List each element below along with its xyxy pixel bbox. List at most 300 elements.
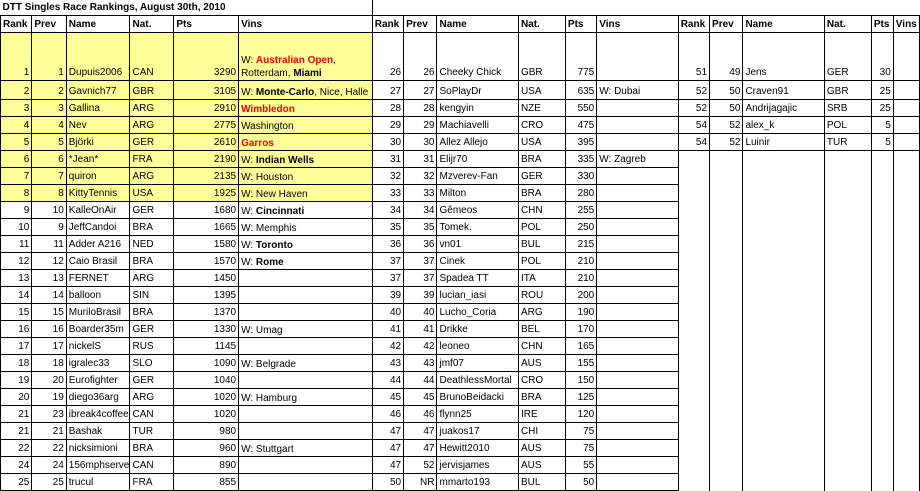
nat-cell[interactable]: ARG	[130, 100, 174, 117]
rank-cell[interactable]: 9	[1, 202, 32, 219]
pts-cell[interactable]: 55	[565, 457, 596, 474]
vins-cell[interactable]	[239, 389, 373, 406]
header-pts[interactable]: Pts	[871, 16, 893, 33]
prev-cell[interactable]: 35	[404, 219, 437, 236]
header-name[interactable]: Name	[437, 16, 518, 33]
prev-cell[interactable]: 3	[32, 100, 66, 117]
empty-cell[interactable]	[678, 287, 709, 304]
vins-cell[interactable]	[597, 219, 678, 236]
vins-cell[interactable]	[597, 185, 678, 202]
prev-cell[interactable]: 19	[32, 389, 66, 406]
prev-cell[interactable]: 44	[404, 372, 437, 389]
rank-cell[interactable]: 4	[1, 117, 32, 134]
vins-cell[interactable]	[893, 134, 919, 151]
name-cell[interactable]: Eurofighter	[66, 372, 130, 389]
empty-cell[interactable]	[893, 202, 919, 219]
rank-cell[interactable]: 21	[1, 406, 32, 423]
rank-cell[interactable]: 37	[372, 270, 403, 287]
nat-cell[interactable]: SRB	[824, 100, 871, 117]
vins-cell[interactable]	[239, 406, 373, 423]
empty-cell[interactable]	[678, 253, 709, 270]
vins-cell[interactable]	[597, 372, 678, 389]
vins-cell[interactable]	[597, 355, 678, 372]
rank-cell[interactable]: 7	[1, 168, 32, 185]
vins-cell[interactable]	[239, 185, 373, 202]
rank-cell[interactable]: 44	[372, 372, 403, 389]
empty-cell[interactable]	[710, 372, 743, 389]
prev-cell[interactable]: 15	[32, 304, 66, 321]
nat-cell[interactable]: BRA	[130, 253, 174, 270]
empty-cell[interactable]	[893, 151, 919, 168]
nat-cell[interactable]: POL	[518, 253, 565, 270]
prev-cell[interactable]: 16	[32, 321, 66, 338]
vins-cell[interactable]: W: Dubai	[597, 81, 678, 100]
prev-cell[interactable]: 10	[32, 202, 66, 219]
pts-cell[interactable]: 1665	[174, 219, 239, 236]
vins-cell[interactable]	[239, 270, 373, 287]
header-vins[interactable]: Vins	[597, 16, 678, 33]
empty-cell[interactable]	[824, 185, 871, 202]
prev-cell[interactable]: 14	[32, 287, 66, 304]
nat-cell[interactable]: USA	[130, 185, 174, 202]
rank-cell[interactable]: 15	[1, 304, 32, 321]
nat-cell[interactable]: GER	[518, 168, 565, 185]
empty-cell[interactable]	[678, 168, 709, 185]
header-nat[interactable]: Nat.	[824, 16, 871, 33]
empty-cell[interactable]	[710, 474, 743, 491]
empty-cell[interactable]	[824, 406, 871, 423]
name-cell[interactable]: Cinek	[437, 253, 518, 270]
prev-cell[interactable]: 43	[404, 355, 437, 372]
empty-cell[interactable]	[710, 168, 743, 185]
vins-cell[interactable]	[239, 236, 373, 253]
name-cell[interactable]: Milton	[437, 185, 518, 202]
nat-cell[interactable]: IRE	[518, 406, 565, 423]
prev-cell[interactable]: 50	[710, 100, 743, 117]
empty-cell[interactable]	[678, 185, 709, 202]
name-cell[interactable]: Mzverev-Fan	[437, 168, 518, 185]
rank-cell[interactable]: 34	[372, 202, 403, 219]
empty-cell[interactable]	[871, 236, 893, 253]
rank-cell[interactable]: 14	[1, 287, 32, 304]
rank-cell[interactable]: 27	[372, 81, 403, 100]
prev-cell[interactable]: 42	[404, 338, 437, 355]
vins-cell[interactable]	[597, 168, 678, 185]
pts-cell[interactable]: 550	[565, 100, 596, 117]
nat-cell[interactable]: NED	[130, 236, 174, 253]
name-cell[interactable]: Hewitt2010	[437, 440, 518, 457]
empty-cell[interactable]	[893, 253, 919, 270]
empty-cell[interactable]	[824, 202, 871, 219]
empty-cell[interactable]	[710, 236, 743, 253]
rank-cell[interactable]: 54	[678, 134, 709, 151]
name-cell[interactable]: Boarder35m	[66, 321, 130, 338]
rank-cell[interactable]: 50	[372, 474, 403, 491]
nat-cell[interactable]: ITA	[518, 270, 565, 287]
name-cell[interactable]: KittyTennis	[66, 185, 130, 202]
nat-cell[interactable]: TUR	[824, 134, 871, 151]
pts-cell[interactable]: 210	[565, 253, 596, 270]
empty-cell[interactable]	[893, 236, 919, 253]
empty-cell[interactable]	[824, 321, 871, 338]
empty-cell[interactable]	[743, 440, 824, 457]
empty-cell[interactable]	[824, 338, 871, 355]
rank-cell[interactable]: 37	[372, 253, 403, 270]
pts-cell[interactable]: 3290	[174, 33, 239, 81]
prev-cell[interactable]: 6	[32, 151, 66, 168]
vins-cell[interactable]	[239, 338, 373, 355]
header-nat[interactable]: Nat.	[130, 16, 174, 33]
empty-cell[interactable]	[743, 406, 824, 423]
pts-cell[interactable]: 30	[871, 33, 893, 81]
nat-cell[interactable]: CRO	[518, 372, 565, 389]
empty-cell[interactable]	[678, 151, 709, 168]
empty-cell[interactable]	[743, 236, 824, 253]
rank-cell[interactable]: 25	[1, 474, 32, 491]
nat-cell[interactable]: RUS	[130, 338, 174, 355]
name-cell[interactable]: igralec33	[66, 355, 130, 372]
rank-cell[interactable]: 41	[372, 321, 403, 338]
prev-cell[interactable]: 5	[32, 134, 66, 151]
prev-cell[interactable]: 34	[404, 202, 437, 219]
name-cell[interactable]: Luinir	[743, 134, 824, 151]
rank-cell[interactable]: 36	[372, 236, 403, 253]
rank-cell[interactable]: 16	[1, 321, 32, 338]
empty-cell[interactable]	[710, 219, 743, 236]
name-cell[interactable]: diego36arg	[66, 389, 130, 406]
pts-cell[interactable]: 475	[565, 117, 596, 134]
empty-cell[interactable]	[871, 304, 893, 321]
vins-cell[interactable]	[597, 117, 678, 134]
rank-cell[interactable]: 12	[1, 253, 32, 270]
nat-cell[interactable]: USA	[518, 134, 565, 151]
name-cell[interactable]: leoneo	[437, 338, 518, 355]
prev-cell[interactable]: 36	[404, 236, 437, 253]
rank-cell[interactable]: 47	[372, 423, 403, 440]
empty-cell[interactable]	[678, 304, 709, 321]
vins-cell[interactable]	[239, 219, 373, 236]
header-prev[interactable]: Prev	[404, 16, 437, 33]
nat-cell[interactable]: AUS	[518, 355, 565, 372]
prev-cell[interactable]: NR	[404, 474, 437, 491]
vins-cell[interactable]	[239, 423, 373, 440]
prev-cell[interactable]: 2	[32, 81, 66, 100]
empty-cell[interactable]	[710, 253, 743, 270]
rank-cell[interactable]: 30	[372, 134, 403, 151]
empty-cell[interactable]	[871, 151, 893, 168]
name-cell[interactable]: Gallina	[66, 100, 130, 117]
pts-cell[interactable]: 25	[871, 100, 893, 117]
empty-cell[interactable]	[871, 185, 893, 202]
nat-cell[interactable]: BRA	[518, 151, 565, 168]
vins-cell[interactable]: W: Zagreb	[597, 151, 678, 168]
rank-cell[interactable]: 24	[1, 457, 32, 474]
pts-cell[interactable]: 1040	[174, 372, 239, 389]
name-cell[interactable]: trucul	[66, 474, 130, 491]
name-cell[interactable]: jervisjames	[437, 457, 518, 474]
prev-cell[interactable]: 13	[32, 270, 66, 287]
empty-cell[interactable]	[678, 406, 709, 423]
vins-cell[interactable]	[239, 202, 373, 219]
pts-cell[interactable]: 250	[565, 219, 596, 236]
empty-cell[interactable]	[710, 151, 743, 168]
vins-cell[interactable]	[239, 81, 373, 100]
vins-cell[interactable]	[239, 168, 373, 185]
nat-cell[interactable]: ARG	[130, 389, 174, 406]
empty-cell[interactable]	[710, 321, 743, 338]
empty-cell[interactable]	[678, 440, 709, 457]
nat-cell[interactable]: ARG	[130, 168, 174, 185]
nat-cell[interactable]: BRA	[518, 185, 565, 202]
empty-cell[interactable]	[893, 440, 919, 457]
vins-cell[interactable]	[597, 202, 678, 219]
nat-cell[interactable]: GER	[130, 321, 174, 338]
prev-cell[interactable]: 40	[404, 304, 437, 321]
header-nat[interactable]: Nat.	[518, 16, 565, 33]
nat-cell[interactable]: GER	[130, 134, 174, 151]
empty-cell[interactable]	[871, 474, 893, 491]
pts-cell[interactable]: 1330	[174, 321, 239, 338]
vins-cell[interactable]	[597, 236, 678, 253]
name-cell[interactable]: Tomek.	[437, 219, 518, 236]
name-cell[interactable]: Cheeky Chick	[437, 33, 518, 81]
vins-cell[interactable]	[597, 253, 678, 270]
empty-cell[interactable]	[743, 338, 824, 355]
empty-cell[interactable]	[871, 423, 893, 440]
vins-cell[interactable]	[893, 33, 919, 81]
prev-cell[interactable]: 24	[32, 457, 66, 474]
prev-cell[interactable]: 20	[32, 372, 66, 389]
empty-cell[interactable]	[871, 457, 893, 474]
name-cell[interactable]: flynn25	[437, 406, 518, 423]
pts-cell[interactable]: 5	[871, 134, 893, 151]
pts-cell[interactable]: 2775	[174, 117, 239, 134]
empty-cell[interactable]	[710, 202, 743, 219]
pts-cell[interactable]: 190	[565, 304, 596, 321]
vins-cell[interactable]	[893, 81, 919, 100]
vins-cell[interactable]	[239, 134, 373, 151]
empty-cell[interactable]	[678, 219, 709, 236]
empty-cell[interactable]	[710, 338, 743, 355]
vins-cell[interactable]	[597, 389, 678, 406]
empty-cell[interactable]	[893, 406, 919, 423]
empty-cell[interactable]	[871, 287, 893, 304]
prev-cell[interactable]: 9	[32, 219, 66, 236]
empty-cell[interactable]	[824, 423, 871, 440]
empty-cell[interactable]	[743, 321, 824, 338]
empty-cell[interactable]	[871, 202, 893, 219]
name-cell[interactable]: Allez Allejo	[437, 134, 518, 151]
empty-cell[interactable]	[743, 304, 824, 321]
nat-cell[interactable]: ARG	[518, 304, 565, 321]
name-cell[interactable]: KalleOnAir	[66, 202, 130, 219]
pts-cell[interactable]: 1395	[174, 287, 239, 304]
empty-cell[interactable]	[743, 185, 824, 202]
name-cell[interactable]: Lucho_Coria	[437, 304, 518, 321]
rank-cell[interactable]: 3	[1, 100, 32, 117]
pts-cell[interactable]: 50	[565, 474, 596, 491]
prev-cell[interactable]: 27	[404, 81, 437, 100]
rank-cell[interactable]: 45	[372, 389, 403, 406]
empty-cell[interactable]	[743, 423, 824, 440]
pts-cell[interactable]: 3105	[174, 81, 239, 100]
pts-cell[interactable]: 335	[565, 151, 596, 168]
header-vins[interactable]: Vins	[239, 16, 373, 33]
empty-cell[interactable]	[824, 236, 871, 253]
prev-cell[interactable]: 37	[404, 270, 437, 287]
empty-cell[interactable]	[710, 440, 743, 457]
nat-cell[interactable]: FRA	[130, 474, 174, 491]
empty-cell[interactable]	[678, 389, 709, 406]
empty-cell[interactable]	[678, 202, 709, 219]
empty-cell[interactable]	[893, 185, 919, 202]
empty-cell[interactable]	[710, 406, 743, 423]
vins-cell[interactable]	[597, 33, 678, 81]
prev-cell[interactable]: 1	[32, 33, 66, 81]
name-cell[interactable]: Gavnich77	[66, 81, 130, 100]
empty-cell[interactable]	[678, 236, 709, 253]
pts-cell[interactable]: 330	[565, 168, 596, 185]
empty-cell[interactable]	[824, 151, 871, 168]
pts-cell[interactable]: 25	[871, 81, 893, 100]
pts-cell[interactable]: 2610	[174, 134, 239, 151]
prev-cell[interactable]: 46	[404, 406, 437, 423]
vins-cell[interactable]	[239, 457, 373, 474]
vins-cell[interactable]	[239, 355, 373, 372]
rank-cell[interactable]: 31	[372, 151, 403, 168]
nat-cell[interactable]: GBR	[824, 81, 871, 100]
pts-cell[interactable]: 1020	[174, 406, 239, 423]
nat-cell[interactable]: AUS	[518, 457, 565, 474]
prev-cell[interactable]: 29	[404, 117, 437, 134]
pts-cell[interactable]: 165	[565, 338, 596, 355]
name-cell[interactable]: jmf07	[437, 355, 518, 372]
vins-cell[interactable]	[597, 270, 678, 287]
empty-cell[interactable]	[710, 355, 743, 372]
pts-cell[interactable]: 395	[565, 134, 596, 151]
pts-cell[interactable]: 1680	[174, 202, 239, 219]
empty-cell[interactable]	[893, 338, 919, 355]
rank-cell[interactable]: 1	[1, 33, 32, 81]
pts-cell[interactable]: 635	[565, 81, 596, 100]
pts-cell[interactable]: 855	[174, 474, 239, 491]
name-cell[interactable]: quiron	[66, 168, 130, 185]
pts-cell[interactable]: 890	[174, 457, 239, 474]
empty-cell[interactable]	[824, 287, 871, 304]
rank-cell[interactable]: 2	[1, 81, 32, 100]
name-cell[interactable]: juakos17	[437, 423, 518, 440]
name-cell[interactable]: Adder A216	[66, 236, 130, 253]
prev-cell[interactable]: 21	[32, 423, 66, 440]
empty-cell[interactable]	[678, 423, 709, 440]
rank-cell[interactable]: 29	[372, 117, 403, 134]
empty-cell[interactable]	[743, 168, 824, 185]
vins-cell[interactable]	[239, 100, 373, 117]
nat-cell[interactable]: SIN	[130, 287, 174, 304]
rank-cell[interactable]: 54	[678, 117, 709, 134]
vins-cell[interactable]	[239, 304, 373, 321]
vins-cell[interactable]	[597, 423, 678, 440]
empty-cell[interactable]	[871, 168, 893, 185]
empty-cell[interactable]	[743, 219, 824, 236]
empty-cell[interactable]	[710, 389, 743, 406]
pts-cell[interactable]: 200	[565, 287, 596, 304]
vins-cell[interactable]	[893, 100, 919, 117]
rank-cell[interactable]: 6	[1, 151, 32, 168]
prev-cell[interactable]: 52	[710, 134, 743, 151]
nat-cell[interactable]: CAN	[130, 33, 174, 81]
vins-cell[interactable]	[239, 474, 373, 491]
empty-cell[interactable]	[743, 474, 824, 491]
pts-cell[interactable]: 1020	[174, 389, 239, 406]
empty-cell[interactable]	[710, 270, 743, 287]
empty-cell[interactable]	[710, 457, 743, 474]
vins-cell[interactable]	[597, 406, 678, 423]
prev-cell[interactable]: 8	[32, 185, 66, 202]
pts-cell[interactable]: 2910	[174, 100, 239, 117]
name-cell[interactable]: 156mphserve	[66, 457, 130, 474]
rank-cell[interactable]: 47	[372, 440, 403, 457]
nat-cell[interactable]: GER	[824, 33, 871, 81]
header-rank[interactable]: Rank	[372, 16, 403, 33]
nat-cell[interactable]: BRA	[130, 219, 174, 236]
pts-cell[interactable]: 960	[174, 440, 239, 457]
pts-cell[interactable]: 1145	[174, 338, 239, 355]
empty-cell[interactable]	[893, 457, 919, 474]
nat-cell[interactable]: BRA	[518, 389, 565, 406]
prev-cell[interactable]: 30	[404, 134, 437, 151]
empty-cell[interactable]	[824, 457, 871, 474]
prev-cell[interactable]: 7	[32, 168, 66, 185]
nat-cell[interactable]: ARG	[130, 117, 174, 134]
empty-cell[interactable]	[710, 304, 743, 321]
empty-cell[interactable]	[678, 457, 709, 474]
header-rank[interactable]: Rank	[1, 16, 32, 33]
rank-cell[interactable]: 35	[372, 219, 403, 236]
pts-cell[interactable]: 1580	[174, 236, 239, 253]
prev-cell[interactable]: 26	[404, 33, 437, 81]
name-cell[interactable]: ibreak4coffee	[66, 406, 130, 423]
empty-cell[interactable]	[871, 270, 893, 287]
empty-cell[interactable]	[871, 406, 893, 423]
nat-cell[interactable]: CRO	[518, 117, 565, 134]
name-cell[interactable]: nicksimioni	[66, 440, 130, 457]
prev-cell[interactable]: 4	[32, 117, 66, 134]
pts-cell[interactable]: 2190	[174, 151, 239, 168]
empty-cell[interactable]	[871, 389, 893, 406]
vins-cell[interactable]	[893, 117, 919, 134]
prev-cell[interactable]: 52	[404, 457, 437, 474]
rank-cell[interactable]: 46	[372, 406, 403, 423]
prev-cell[interactable]: 50	[710, 81, 743, 100]
pts-cell[interactable]: 215	[565, 236, 596, 253]
vins-cell[interactable]	[597, 440, 678, 457]
vins-cell[interactable]	[597, 287, 678, 304]
empty-cell[interactable]	[893, 168, 919, 185]
vins-cell[interactable]	[597, 304, 678, 321]
pts-cell[interactable]: 150	[565, 372, 596, 389]
rank-cell[interactable]: 18	[1, 355, 32, 372]
name-cell[interactable]: Björki	[66, 134, 130, 151]
nat-cell[interactable]: ARG	[130, 270, 174, 287]
nat-cell[interactable]: BRA	[130, 440, 174, 457]
name-cell[interactable]: *Jean*	[66, 151, 130, 168]
nat-cell[interactable]: BEL	[518, 321, 565, 338]
empty-cell[interactable]	[871, 253, 893, 270]
nat-cell[interactable]: AUS	[518, 440, 565, 457]
rank-cell[interactable]: 42	[372, 338, 403, 355]
rank-cell[interactable]: 13	[1, 270, 32, 287]
